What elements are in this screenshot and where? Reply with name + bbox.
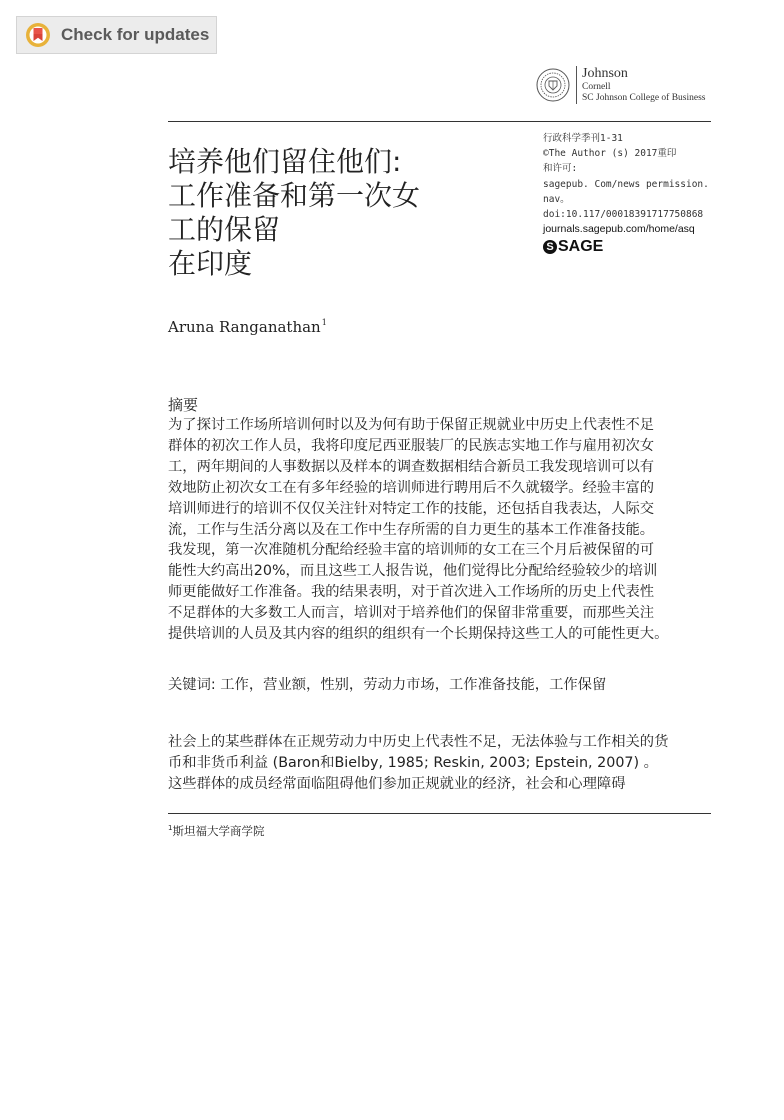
permissions-url[interactable]: sagepub. Com/news permission.	[543, 178, 709, 190]
sage-wordmark: SAGE	[558, 238, 604, 256]
logo-line-college: SC Johnson College of Business	[582, 93, 706, 103]
permissions-url-tail: nav。	[543, 193, 570, 205]
abstract-line: 我发现，第一次准随机分配给经验丰富的培训师的女工在三个月后被保留的可	[168, 542, 655, 559]
footnote-rule	[168, 813, 711, 814]
doi-line[interactable]: doi:10.117/00018391717750868	[543, 209, 704, 221]
author-line	[168, 318, 327, 336]
title-line: 培养他们留住他们:	[168, 145, 402, 178]
title-line: 在印度	[168, 247, 253, 280]
abstract-line: 为了探讨工作场所培训何时以及为何有助于保留正规就业中历史上代表性不足	[168, 417, 655, 433]
footnote-text: 斯坦福大学商学院	[172, 824, 265, 838]
check-for-updates-button[interactable]	[16, 16, 217, 54]
abstract-line: 流，工作与生活分离以及在工作中生存所需的自力更生的基本工作准备技能。	[168, 521, 655, 538]
journal-info	[543, 131, 718, 255]
publisher-logo	[536, 66, 706, 104]
header-rule	[168, 121, 711, 122]
abstract-line: 群体的初次工作人员，我将印度尼西亚服装厂的民族志实地工作与雇用初次女	[168, 437, 655, 454]
permissions-line: 和许可:	[543, 163, 578, 175]
abstract-heading: 摘要	[168, 396, 199, 414]
abstract-line: 培训师进行的培训不仅仅关注针对特定工作的技能，还包括自我表达，人际交	[168, 500, 655, 517]
title-line: 工的保留	[168, 213, 281, 246]
logo-line-cornell: Cornell	[582, 82, 611, 92]
abstract-line: 工，两年期间的人事数据以及样本的调查数据相结合新员工我发现培训可以有	[168, 458, 655, 475]
journal-site-link[interactable]: journals.sagepub.com/home/asq	[543, 223, 695, 236]
crossmark-icon	[25, 22, 51, 48]
abstract-line: 不足群体的大多数工人而言，培训对于培养他们的保留非常重要，而那些关注	[168, 605, 655, 622]
author-name: Aruna Ranganathan	[168, 318, 321, 336]
check-for-updates-label: Check for updates	[61, 25, 210, 44]
intro-line: 这些群体的成员经常面临阻碍他们参加正规就业的经济，社会和心理障碍	[168, 775, 626, 792]
sage-logo	[543, 239, 718, 254]
school-name	[576, 66, 706, 104]
intro-line: 币和非货币利益 (Baron和Bielby, 1985; Reskin, 2003; Epstein, 2007) 。	[168, 754, 658, 771]
author-affiliation-mark: 1	[321, 318, 327, 327]
copyright-line: ©The Author (s) 2017重印	[543, 148, 677, 160]
title-line: 工作准备和第一次女	[168, 179, 421, 212]
abstract-line: 能性大约高出20%，而且这些工人报告说，他们觉得比分配给经验较少的培训	[168, 563, 658, 580]
intro-paragraph	[168, 732, 720, 795]
abstract-line: 师更能做好工作准备。我的结果表明，对于首次进入工作场所的历史上代表性	[168, 584, 655, 601]
footnote-mark: 1	[168, 824, 173, 832]
sage-s-icon: S	[543, 240, 557, 254]
university-seal-icon	[536, 68, 570, 102]
abstract-body	[168, 415, 720, 645]
abstract-line: 提供培训的人员及其内容的组织的组织有一个长期保持这些工人的可能性更大。	[168, 626, 669, 643]
article-title	[168, 145, 468, 281]
journal-citation: 行政科学季刊1-31	[543, 133, 623, 144]
footnote	[168, 823, 264, 839]
intro-line: 社会上的某些群体在正规劳动力中历史上代表性不足，无法体验与工作相关的货	[168, 734, 669, 750]
logo-line-johnson: Johnson	[582, 66, 628, 81]
abstract-line: 效地防止初次女工在有多年经验的培训师进行聘用后不久就辍学。经验丰富的	[168, 479, 655, 496]
keywords: 关键词: 工作，营业额，性别，劳动力市场，工作准备技能，工作保留	[168, 677, 607, 693]
